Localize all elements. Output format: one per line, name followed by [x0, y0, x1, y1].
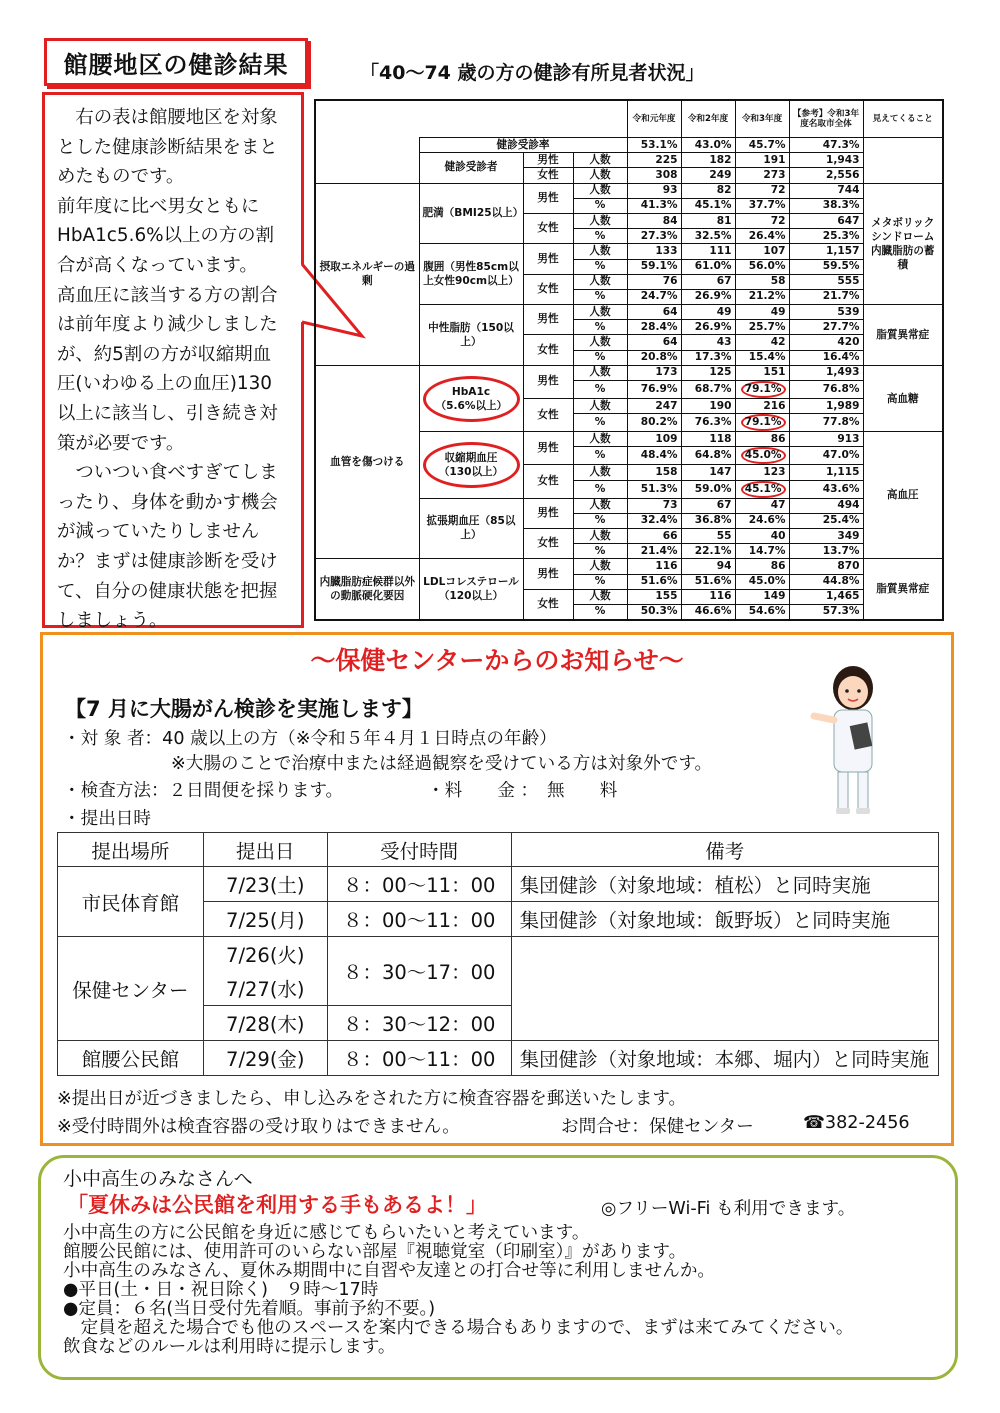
value-cell: 420 [789, 335, 863, 350]
header-insight: 見えてくること [863, 100, 943, 138]
group-label: 摂取エネルギーの過剰 [315, 183, 419, 365]
cell: 男性 [523, 153, 573, 168]
time-cell: ８：30～17：00 [327, 937, 511, 1006]
value-cell: 21.7% [789, 289, 863, 304]
value-cell: 41.3% [627, 198, 681, 213]
results-table [314, 99, 944, 621]
value-cell: 32.5% [681, 229, 735, 244]
value-cell: 147 [681, 465, 735, 480]
body-line: 小中高生の方に公民館を身近に感じてもらいたいと考えています。 [63, 1223, 590, 1243]
value-cell: 111 [681, 244, 735, 259]
cell: 182 [681, 153, 735, 168]
measure-label: 人数 [573, 305, 627, 320]
item-label: 中性脂肪（150以上） [419, 305, 523, 366]
header-r2: 令和2年度 [681, 100, 735, 138]
section-title: 【7 月に大腸がん検診を実施します】 [65, 697, 423, 721]
value-cell: 73 [627, 498, 681, 513]
value-cell: 45.0% [735, 574, 789, 589]
measure-label: 人数 [573, 213, 627, 228]
date-cell: 7/29(金) [203, 1041, 327, 1076]
value-cell: 555 [789, 274, 863, 289]
value-cell: 46.6% [681, 604, 735, 620]
value-cell: 20.8% [627, 350, 681, 365]
remark-cell [511, 937, 938, 1041]
value-cell: 494 [789, 498, 863, 513]
highlight-circle: 79.1% [741, 381, 786, 398]
measure-label: 人数 [573, 589, 627, 604]
value-cell: 64 [627, 335, 681, 350]
value-cell: 1,493 [789, 365, 863, 380]
sex-label: 女性 [523, 528, 573, 558]
measure-label: % [573, 480, 627, 498]
hours-line: ●平日(土・日・祝日除く) ９時～17時 [63, 1280, 379, 1300]
target-line: ・対 象 者：40 歳以上の方（※令和５年４月１日時点の年齢） [63, 729, 557, 749]
highlight-circle: 45.0% [741, 447, 786, 464]
sex-label: 女性 [523, 399, 573, 432]
header-r1: 令和元年度 [627, 100, 681, 138]
sex-label: 女性 [523, 335, 573, 365]
bubble-paragraph: 高血圧に該当する方の割合は前年度より減少しましたが、約5割の方が収縮期血圧(いわゆる上の血圧)130 以上に該当し、引き続き対策が必要です。 [57, 284, 278, 454]
date-cell: 7/25(月) [203, 902, 327, 937]
insight-cell: メタボリックシンドローム内臓脂肪の蓄積 [863, 183, 943, 305]
body-line: 飲食などのルールは利用時に提示します。 [63, 1337, 396, 1357]
sex-label: 男性 [523, 365, 573, 398]
value-cell: 76.9% [627, 381, 681, 399]
value-cell [735, 414, 789, 432]
highlight-circle: 79.1% [741, 414, 786, 431]
value-cell: 49 [681, 305, 735, 320]
value-cell: 27.3% [627, 229, 681, 244]
value-cell: 80.2% [627, 414, 681, 432]
sex-label: 女性 [523, 589, 573, 620]
value-cell: 64 [627, 305, 681, 320]
item-label: 肥満（BMI25以上） [419, 183, 523, 244]
measure-label: 人数 [573, 432, 627, 447]
sex-label: 男性 [523, 244, 573, 274]
cell: 43.0% [681, 138, 735, 153]
dates-label: ・提出日時 [63, 809, 151, 829]
value-cell: 86 [735, 559, 789, 574]
value-cell: 25.3% [789, 229, 863, 244]
value-cell: 50.3% [627, 604, 681, 620]
measure-label: 人数 [573, 365, 627, 380]
value-cell: 40 [735, 528, 789, 543]
value-cell: 118 [681, 432, 735, 447]
greeting: 小中高生のみなさんへ [63, 1168, 253, 1190]
cell: 225 [627, 153, 681, 168]
nurse-illustration [808, 658, 898, 818]
value-cell: 86 [735, 432, 789, 447]
schedule-header: 提出日 [203, 833, 327, 867]
date-cell: 7/28(木) [203, 1006, 327, 1041]
highlight-circle: 45.1% [741, 481, 786, 498]
value-cell: 216 [735, 399, 789, 414]
value-cell: 55 [681, 528, 735, 543]
speech-bubble [42, 92, 304, 632]
value-cell: 57.3% [789, 604, 863, 620]
cell: 45.7% [735, 138, 789, 153]
value-cell: 44.8% [789, 574, 863, 589]
examinees-label: 健診受診者 [419, 153, 523, 183]
value-cell: 93 [627, 183, 681, 198]
time-cell: ８：00～11：00 [327, 867, 511, 902]
value-cell: 36.8% [681, 513, 735, 528]
value-cell: 72 [735, 183, 789, 198]
value-cell: 116 [681, 589, 735, 604]
measure-label: % [573, 289, 627, 304]
body-line: 小中高生のみなさん、夏休み期間中に自習や友達との打合せ等に利用しませんか。 [63, 1261, 716, 1281]
measure-label: % [573, 259, 627, 274]
bubble-paragraph: 右の表は館腰地区を対象とした健康診断結果をまとめたものです。 [57, 107, 278, 188]
sex-label: 男性 [523, 305, 573, 335]
sex-label: 男性 [523, 432, 573, 465]
value-cell: 27.7% [789, 320, 863, 335]
value-cell: 26.9% [681, 289, 735, 304]
highlight-circle: HbA1c（5.6%以上） [423, 376, 520, 422]
notice-title: ～保健センターからのお知らせ～ [310, 646, 684, 675]
value-cell: 76 [627, 274, 681, 289]
cell: 273 [735, 168, 789, 183]
value-cell: 51.6% [627, 574, 681, 589]
contact: お問合せ：保健センター [561, 1117, 754, 1137]
cell: 2,556 [789, 168, 863, 183]
value-cell: 84 [627, 213, 681, 228]
value-cell: 47.0% [789, 447, 863, 465]
header-r3: 令和3年度 [735, 100, 789, 138]
value-cell: 123 [735, 465, 789, 480]
date-cell: 7/26(火) [203, 937, 327, 972]
value-cell: 913 [789, 432, 863, 447]
measure-label: 人数 [573, 244, 627, 259]
time-cell: ８：30～12：00 [327, 1006, 511, 1041]
rate-label: 健診受診率 [419, 138, 627, 153]
value-cell: 66 [627, 528, 681, 543]
item-label: 腹囲（男性85cm以上女性90cm以上） [419, 244, 523, 305]
measure-label: % [573, 229, 627, 244]
value-cell: 22.1% [681, 544, 735, 559]
measure-label: % [573, 198, 627, 213]
value-cell: 82 [681, 183, 735, 198]
insight-cell: 脂質異常症 [863, 559, 943, 620]
value-cell [735, 381, 789, 399]
value-cell: 1,115 [789, 465, 863, 480]
schedule-header: 提出場所 [58, 833, 204, 867]
date-cell: 7/23(土) [203, 867, 327, 902]
value-cell: 116 [627, 559, 681, 574]
item-label [419, 432, 523, 498]
body-line: 館腰公民館には、使用許可のいらない部屋『視聴覚室（印刷室）』があります。 [63, 1242, 687, 1262]
place-cell: 館腰公民館 [58, 1041, 204, 1076]
place-cell: 保健センター [58, 937, 204, 1041]
sex-label: 女性 [523, 213, 573, 243]
value-cell: 133 [627, 244, 681, 259]
group-label: 血管を傷つける [315, 365, 419, 559]
value-cell: 77.8% [789, 414, 863, 432]
value-cell: 56.0% [735, 259, 789, 274]
schedule-table [57, 832, 939, 1076]
value-cell: 15.4% [735, 350, 789, 365]
value-cell: 81 [681, 213, 735, 228]
value-cell: 17.3% [681, 350, 735, 365]
method-line: ・検査方法：２日間便を採ります。 [63, 781, 344, 801]
value-cell: 125 [681, 365, 735, 380]
measure-label: % [573, 574, 627, 589]
item-label: LDLコレステロール（120以上） [419, 559, 523, 620]
value-cell: 42 [735, 335, 789, 350]
fee-line: ・料 金 ： 無 料 [427, 781, 618, 801]
value-cell: 43.6% [789, 480, 863, 498]
phone: ☎382-2456 [803, 1113, 910, 1133]
measure-label: 人数 [573, 465, 627, 480]
value-cell: 173 [627, 365, 681, 380]
value-cell: 76.8% [789, 381, 863, 399]
cell: 308 [627, 168, 681, 183]
value-cell: 59.5% [789, 259, 863, 274]
measure-label: % [573, 414, 627, 432]
measure-label: % [573, 513, 627, 528]
value-cell: 67 [681, 498, 735, 513]
measure-label: % [573, 320, 627, 335]
value-cell: 1,157 [789, 244, 863, 259]
measure-label: 人数 [573, 183, 627, 198]
measure-label: 人数 [573, 399, 627, 414]
value-cell: 32.4% [627, 513, 681, 528]
insight-cell: 高血糖 [863, 365, 943, 431]
value-cell: 744 [789, 183, 863, 198]
value-cell: 61.0% [681, 259, 735, 274]
insight-cell: 脂質異常症 [863, 305, 943, 366]
sex-label: 女性 [523, 274, 573, 304]
measure-label: 人数 [573, 528, 627, 543]
value-cell: 26.4% [735, 229, 789, 244]
value-cell: 109 [627, 432, 681, 447]
measure-label: % [573, 604, 627, 620]
measure-label: 人数 [573, 559, 627, 574]
measure-label: % [573, 381, 627, 399]
value-cell: 155 [627, 589, 681, 604]
value-cell: 49 [735, 305, 789, 320]
header-ref: 【参考】令和3年度名取市全体 [789, 100, 863, 138]
note-1: ※提出日が近づきましたら、申し込みをされた方に検査容器を郵送いたします。 [57, 1089, 687, 1109]
cell: 人数 [573, 153, 627, 168]
measure-label: % [573, 350, 627, 365]
value-cell: 47 [735, 498, 789, 513]
cell: 女性 [523, 168, 573, 183]
bubble-paragraph: ついつい食べすぎてしまったり、身体を動かす機会が減っていたりしませんか？まずは健康診断を受けて、自分の健康状態を把握しましょう。 [57, 462, 278, 632]
value-cell: 1,989 [789, 399, 863, 414]
measure-label: % [573, 544, 627, 559]
sex-label: 女性 [523, 465, 573, 498]
value-cell: 21.4% [627, 544, 681, 559]
table-heading: 「40～74 歳の方の健診有所見者状況」 [360, 62, 705, 84]
value-cell: 24.7% [627, 289, 681, 304]
value-cell: 14.7% [735, 544, 789, 559]
value-cell: 48.4% [627, 447, 681, 465]
youth-notice-box [38, 1155, 958, 1380]
value-cell: 24.6% [735, 513, 789, 528]
sex-label: 男性 [523, 559, 573, 589]
value-cell: 28.4% [627, 320, 681, 335]
value-cell: 190 [681, 399, 735, 414]
value-cell: 51.6% [681, 574, 735, 589]
cell: 1,943 [789, 153, 863, 168]
value-cell: 25.7% [735, 320, 789, 335]
value-cell: 38.3% [789, 198, 863, 213]
value-cell: 149 [735, 589, 789, 604]
value-cell: 76.3% [681, 414, 735, 432]
value-cell: 94 [681, 559, 735, 574]
sex-label: 男性 [523, 183, 573, 213]
value-cell: 16.4% [789, 350, 863, 365]
measure-label: 人数 [573, 498, 627, 513]
schedule-header: 備考 [511, 833, 938, 867]
value-cell: 349 [789, 528, 863, 543]
value-cell: 25.4% [789, 513, 863, 528]
value-cell: 21.2% [735, 289, 789, 304]
insight-cell: 高血圧 [863, 432, 943, 559]
value-cell: 26.9% [681, 320, 735, 335]
value-cell: 37.7% [735, 198, 789, 213]
value-cell: 539 [789, 305, 863, 320]
value-cell: 45.1% [681, 198, 735, 213]
time-cell: ８：00～11：00 [327, 1041, 511, 1076]
value-cell: 51.3% [627, 480, 681, 498]
value-cell: 59.0% [681, 480, 735, 498]
group-label: 内臓脂肪症候群以外の動脈硬化要因 [315, 559, 419, 620]
cell: 53.1% [627, 138, 681, 153]
cell: 人数 [573, 168, 627, 183]
page-title: 館腰地区の健診結果 [44, 38, 308, 86]
schedule-header: 受付時間 [327, 833, 511, 867]
value-cell: 158 [627, 465, 681, 480]
cell: 47.3% [789, 138, 863, 153]
item-label: 拡張期血圧（85以上） [419, 498, 523, 559]
time-cell: ８：00～11：00 [327, 902, 511, 937]
date-cell: 7/27(水) [203, 971, 327, 1006]
value-cell [735, 480, 789, 498]
capacity-line: ●定員：６名(当日受付先着順。事前予約不要。) [63, 1299, 436, 1319]
measure-label: 人数 [573, 335, 627, 350]
bubble-paragraph: 前年度に比べ男女ともにHbA1c5.6%以上の方の割合が高くなっています。 [57, 195, 274, 276]
cell: 249 [681, 168, 735, 183]
value-cell: 43 [681, 335, 735, 350]
headline: 「夏休みは公民館を利用する手もあるよ！」 [67, 1193, 487, 1217]
measure-label: % [573, 447, 627, 465]
value-cell: 59.1% [627, 259, 681, 274]
value-cell: 64.8% [681, 447, 735, 465]
measure-label: 人数 [573, 274, 627, 289]
target-note: ※大腸のことで治療中または経過観察を受けている方は対象外です。 [171, 754, 713, 774]
value-cell: 13.7% [789, 544, 863, 559]
item-label [419, 365, 523, 431]
value-cell: 72 [735, 213, 789, 228]
value-cell: 247 [627, 399, 681, 414]
place-cell: 市民体育館 [58, 867, 204, 937]
body-line: 定員を超えた場合でも他のスペースを案内できる場合もありますので、まずは来てみてください。 [63, 1318, 854, 1338]
value-cell: 107 [735, 244, 789, 259]
remark-cell: 集団健診（対象地域：飯野坂）と同時実施 [511, 902, 938, 937]
value-cell: 151 [735, 365, 789, 380]
sex-label: 男性 [523, 498, 573, 528]
highlight-circle: 収縮期血圧（130以上） [423, 442, 520, 488]
value-cell: 870 [789, 559, 863, 574]
value-cell: 68.7% [681, 381, 735, 399]
value-cell: 647 [789, 213, 863, 228]
value-cell: 54.6% [735, 604, 789, 620]
note-2: ※受付時間外は検査容器の受け取りはできません。 [57, 1117, 460, 1137]
remark-cell: 集団健診（対象地域：植松）と同時実施 [511, 867, 938, 902]
value-cell: 1,465 [789, 589, 863, 604]
cell: 191 [735, 153, 789, 168]
value-cell: 67 [681, 274, 735, 289]
remark-cell: 集団健診（対象地域：本郷、堀内）と同時実施 [511, 1041, 938, 1076]
value-cell [735, 447, 789, 465]
wifi-note: ◎フリーWi-Fi も利用できます。 [601, 1199, 856, 1219]
value-cell: 58 [735, 274, 789, 289]
